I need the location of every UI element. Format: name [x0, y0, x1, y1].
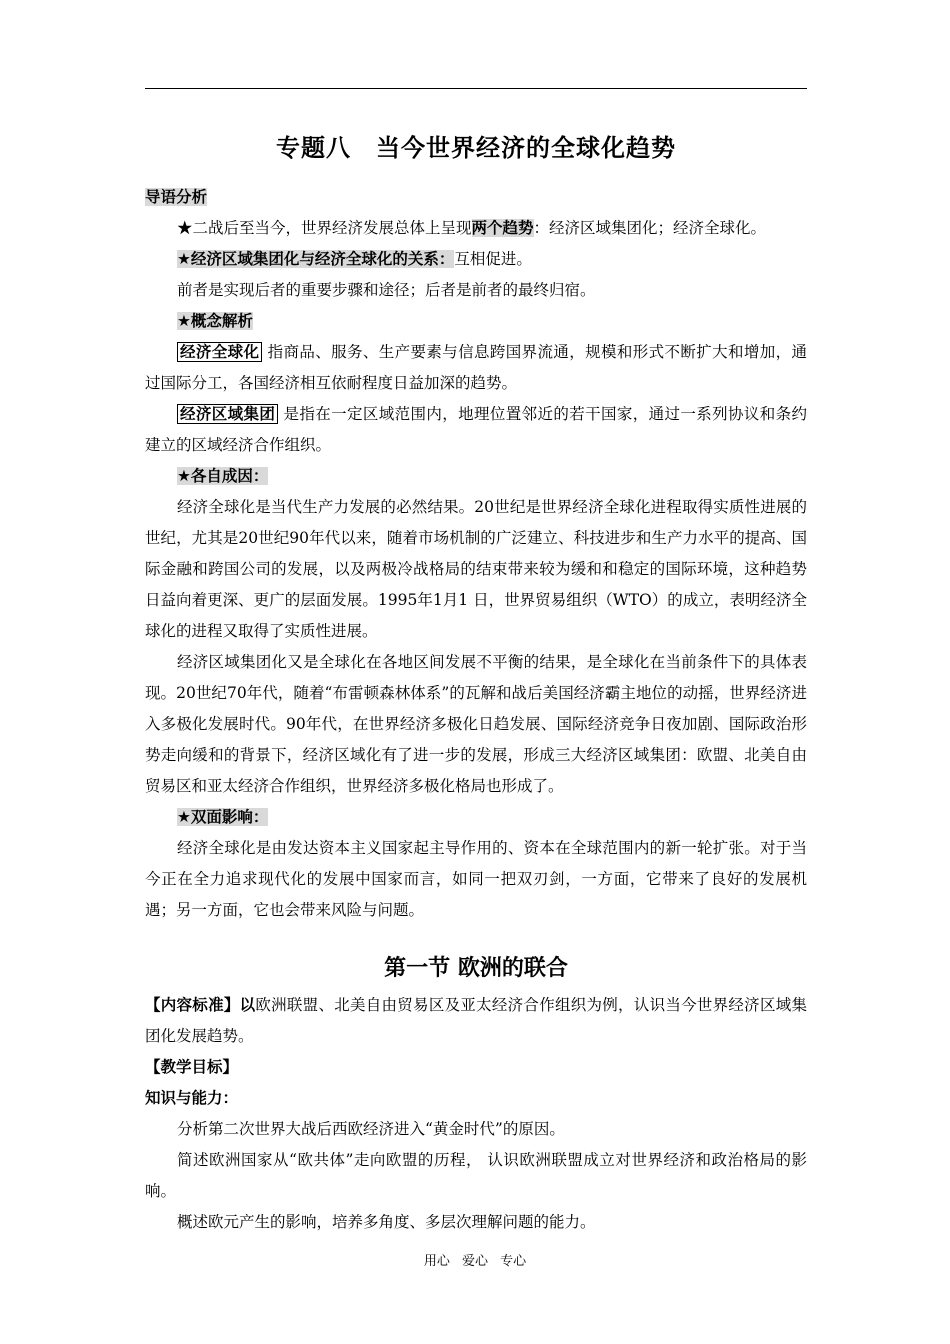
content-standard: 【内容标准】以欧洲联盟、北美自由贸易区及亚太经济合作组织为例，认识当今世界经济区域集团化发展趋势。 — [145, 996, 807, 1045]
section-title: 第一节 欧洲的联合 — [384, 956, 568, 981]
term-regional-bloc-paragraph: 经济区域集团 是指在一定区域范围内，地理位置邻近的若干国家，通过一系列协议和条约建立的区域经济合作组织。 — [145, 405, 807, 454]
impact-paragraph: 经济全球化是由发达资本主义国家起主导作用的、资本在全球范围内的新一轮扩张。对于当今正在全力追求现代化的发展中国家而言，如同一把双刃剑，一方面，它带来了良好的发展机遇；另一方面，它也会带来风险与问题。 — [145, 839, 807, 919]
concept-heading: ★概念解析 — [177, 312, 253, 330]
teaching-goal-label: 【教学目标】 — [145, 1058, 239, 1076]
term-globalization-paragraph: 经济全球化 指商品、服务、生产要素与信息跨国界流通，规模和形式不断扩大和增加，通过国际分工，各国经济相互依耐程度日益加深的趋势。 — [145, 343, 807, 392]
goal-item: 简述欧洲国家从“欧共体”走向欧盟的历程， 认识欧洲联盟成立对世界经济和政治格局的影响。 — [145, 1151, 807, 1200]
page-footer: 用心 爱心 专心 — [423, 1254, 527, 1269]
cause-regional-paragraph: 经济区域集团化又是全球化在各地区间发展不平衡的结果，是全球化在当前条件下的具体表现。20世纪70年代，随着“布雷顿森林体系”的瓦解和战后美国经济霸主地位的动摇，世界经济进入多极化发展时代。90年代，在世界经济多极化日趋发展、国际经济竞争日夜加剧、国际政治形势走向缓和的背景下，经济区域化有了进一步的发展，形成三大经济区域集团：欧盟、北美自由贸易区和亚太经济合作组织，世界经济多极化格局也形成了。 — [145, 653, 807, 795]
intro-trend-paragraph: ★二战后至当今，世界经济发展总体上呈现两个趋势：经济区域集团化；经济全球化。 — [177, 219, 767, 237]
cause-heading: ★各自成因： — [177, 467, 269, 485]
ability-label: 知识与能力： — [145, 1089, 239, 1107]
goal-item: 概述欧元产生的影响，培养多角度、多层次理解问题的能力。 — [177, 1213, 596, 1231]
intro-relation-paragraph: ★经济区域集团化与经济全球化的关系：互相促进。 — [177, 250, 532, 268]
intro-heading: 导语分析 — [145, 188, 208, 206]
term-regional-bloc: 经济区域集团 — [177, 404, 278, 424]
term-globalization: 经济全球化 — [177, 342, 262, 362]
cause-globalization-paragraph: 经济全球化是当代生产力发展的必然结果。20世纪是世界经济全球化进程取得实质性进展的世纪，尤其是20世纪90年代以来，随着市场机制的广泛建立、科技进步和生产力水平的提高、国际金融和跨国公司的发展，以及两极冷战格局的结束带来较为缓和和稳定的国际环境，这种趋势日益向着更深、更广的层面发展。1995年1月1 日，世界贸易组织（WTO）的成立，表明经济全球化的进程又取得了实质性进展。 — [145, 498, 807, 640]
header-rule — [145, 88, 807, 89]
impact-heading: ★双面影响： — [177, 808, 269, 826]
page-content — [145, 128, 807, 1238]
page-title: 专题八 当今世界经济的全球化趋势 — [276, 134, 676, 162]
intro-relation-detail: 前者是实现后者的重要步骤和途径；后者是前者的最终归宿。 — [177, 281, 596, 299]
goal-item: 分析第二次世界大战后西欧经济进入“黄金时代”的原因。 — [177, 1120, 565, 1138]
